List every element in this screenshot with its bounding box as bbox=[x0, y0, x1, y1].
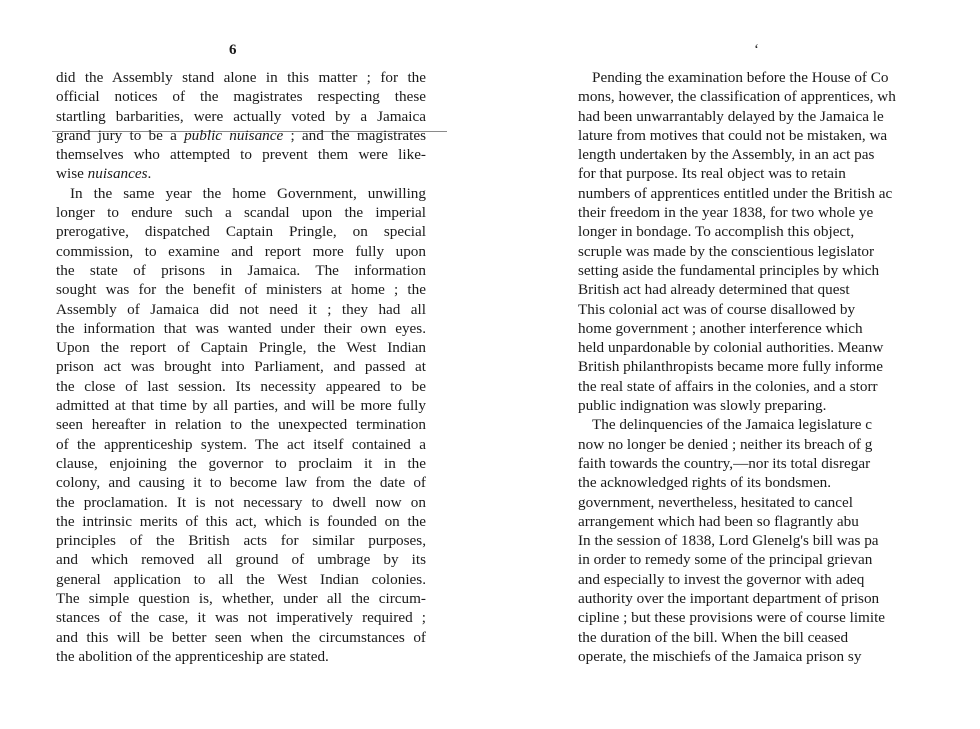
text-line: home government ; another interference which bbox=[578, 319, 863, 337]
text-line: in order to remedy some of the principal grievan bbox=[578, 551, 873, 569]
text-line: The delinquencies of the Jamaica legislature c bbox=[592, 416, 873, 434]
text-line: clause, enjoining the governor to proclaim it in the bbox=[56, 454, 426, 472]
text-line: prison act was brought into Parliament, and passed at bbox=[56, 358, 426, 376]
right-page bbox=[490, 0, 980, 729]
text-line: prerogative, dispatched Captain Pringle, on special bbox=[56, 223, 426, 241]
text-line: This colonial act was of course disallowed by bbox=[578, 300, 856, 318]
text-line: their freedom in the year 1838, for two whole ye bbox=[578, 204, 874, 222]
text-line: wise nuisances. bbox=[56, 165, 152, 183]
text-line: setting aside the fundamental principles by which bbox=[578, 261, 880, 279]
text-line: of the apprenticeship system. The act itself contained a bbox=[56, 435, 426, 453]
text-line: and which removed all ground of umbrage by its bbox=[56, 551, 426, 569]
text-line: seen hereafter in relation to the unexpected termination bbox=[56, 416, 426, 434]
text-line: longer to endure such a scandal upon the imperial bbox=[56, 204, 426, 222]
text-line: In the same year the home Government, unwilling bbox=[70, 184, 426, 202]
text-line: Pending the examination before the House of Co bbox=[592, 69, 889, 86]
text-line: The simple question is, whether, under all the circum- bbox=[56, 590, 426, 608]
text-line: sought was for the benefit of ministers at home ; the bbox=[56, 281, 426, 299]
text-line: the intrinsic merits of this act, which is founded on the bbox=[56, 512, 426, 530]
text-line: the abolition of the apprenticeship are stated. bbox=[56, 647, 329, 665]
text-line: public indignation was slowly preparing. bbox=[578, 397, 827, 415]
text-line: longer in bondage. To accomplish this object, bbox=[578, 223, 855, 241]
text-line: the proclamation. It is not necessary to dwell now on bbox=[56, 493, 426, 511]
text-line: official notices of the magistrates respecting these bbox=[56, 88, 426, 106]
text-line: general application to all the West Indian colonies. bbox=[56, 570, 426, 588]
text-line: the close of last session. Its necessity appeared to be bbox=[56, 377, 426, 395]
text-line: had been unwarrantably delayed by the Jamaica le bbox=[578, 107, 884, 125]
page-number: 6 bbox=[229, 42, 237, 58]
text-line: numbers of apprentices entitled under the British ac bbox=[578, 184, 893, 202]
text-line: the real state of affairs in the colonies, and a storr bbox=[578, 377, 878, 395]
text-line: British philanthropists became more fully informe bbox=[578, 358, 883, 376]
text-line: and especially to invest the governor with adeq bbox=[578, 570, 865, 588]
text-line: colony, and causing it to become law from the date of bbox=[56, 474, 426, 492]
text-line: the information that was wanted under their own eyes. bbox=[56, 319, 426, 337]
text-line: arrangement which had been so flagrantly abu bbox=[578, 512, 859, 530]
text-line: British act had already determined that quest bbox=[578, 281, 850, 299]
text-line: startling barbarities, were actually voted by a Jamaica bbox=[56, 107, 426, 125]
text-line: now no longer be denied ; neither its breach of g bbox=[578, 435, 873, 453]
text-line: commission, to examine and report more fully upon bbox=[56, 242, 426, 260]
text-line: and this will be better seen when the circumstances of bbox=[56, 628, 426, 646]
text-line: the state of prisons in Jamaica. The information bbox=[56, 261, 426, 279]
body-text bbox=[578, 68, 980, 666]
text-line: grand jury to be a public nuisance ; and the magistrates bbox=[56, 126, 426, 144]
text-line: held unpardonable by colonial authorities. Meanw bbox=[578, 339, 884, 357]
text-line: the duration of the bill. When the bill ceased bbox=[578, 628, 849, 646]
text-line: mons, however, the classification of apprentices, wh bbox=[578, 88, 896, 106]
page-number: ʻ bbox=[754, 42, 759, 58]
emphasis: public nuisance bbox=[184, 126, 284, 144]
text-line: lature from motives that could not be mistaken, wa bbox=[578, 126, 888, 144]
text-line: authority over the important department of prison bbox=[578, 590, 880, 608]
text-line: In the session of 1838, Lord Glenelg's bill was pa bbox=[578, 532, 879, 550]
text-line: themselves who attempted to prevent them were like- bbox=[56, 146, 426, 164]
text-line: the acknowledged rights of its bondsmen. bbox=[578, 474, 832, 492]
text-line: principles of the British acts for similar purposes, bbox=[56, 532, 426, 550]
text-line: faith towards the country,—nor its total disregar bbox=[578, 454, 871, 472]
text-line: admitted at that time by all parties, and will be more fully bbox=[56, 397, 426, 415]
text-line: Upon the report of Captain Pringle, the West Indian bbox=[56, 339, 426, 357]
text-line: stances of the case, it was not imperatively required ; bbox=[56, 609, 426, 627]
text-line: scruple was made by the conscientious legislator bbox=[578, 242, 875, 260]
emphasis: nuisances bbox=[87, 165, 148, 183]
body-text bbox=[56, 68, 426, 666]
text-line: cipline ; but these provisions were of course limite bbox=[578, 609, 886, 627]
text-line: did the Assembly stand alone in this matter ; for the bbox=[56, 69, 426, 86]
text-line: Assembly of Jamaica did not need it ; they had all bbox=[56, 300, 426, 318]
text-line: government, nevertheless, hesitated to cancel bbox=[578, 493, 853, 511]
text-line: for that purpose. Its real object was to retain bbox=[578, 165, 846, 183]
text-line: length undertaken by the Assembly, in an act pas bbox=[578, 146, 875, 164]
text-line: operate, the mischiefs of the Jamaica prison sy bbox=[578, 647, 862, 665]
